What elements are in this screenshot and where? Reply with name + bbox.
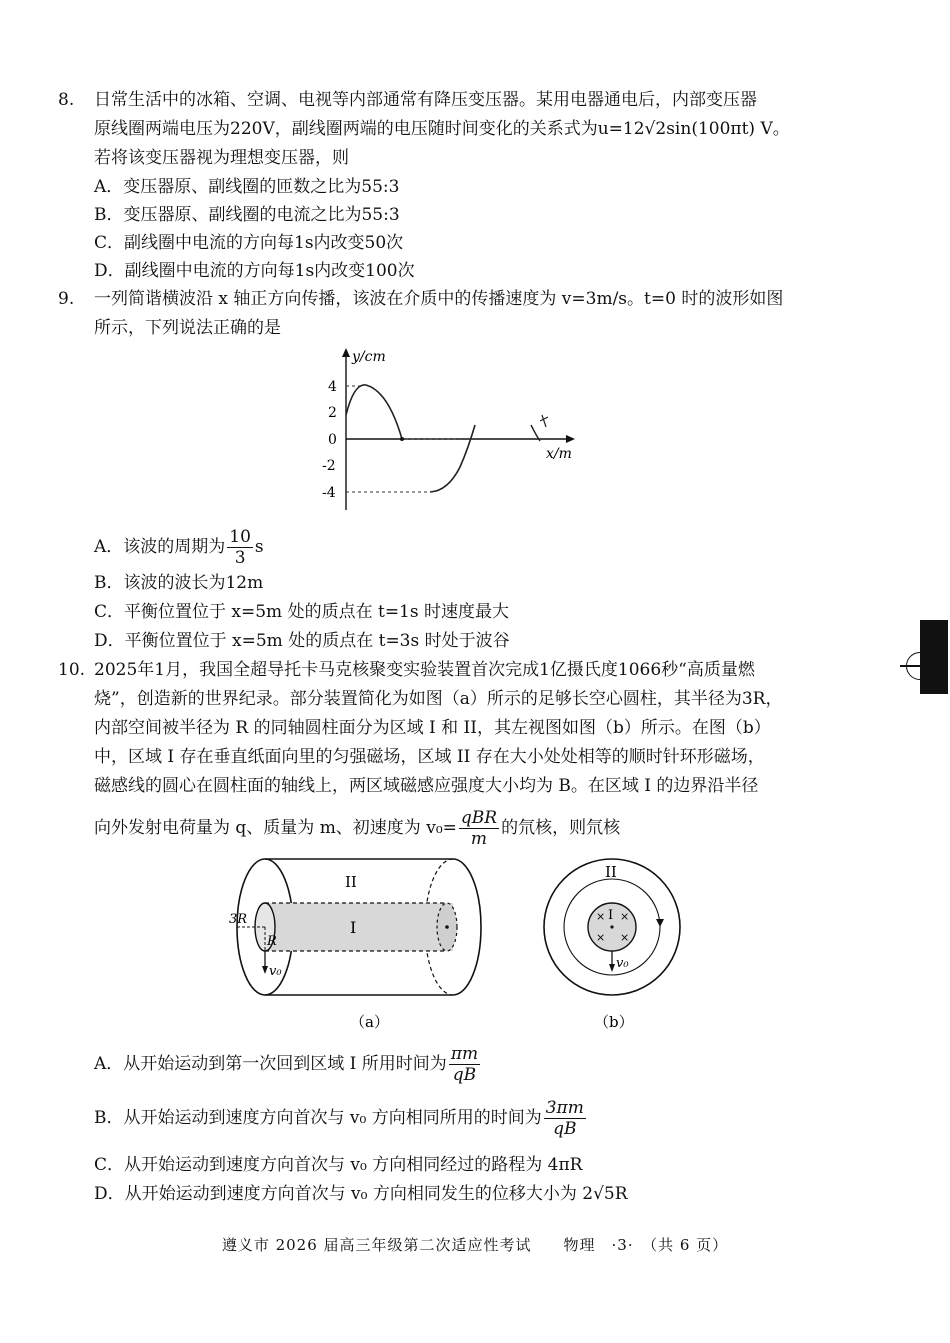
question-10 [58,656,868,801]
region-i-shading [265,903,453,951]
registration-line [900,665,948,667]
question-text-line: 若将该变压器视为理想变压器，则 [94,148,349,168]
option-a: A．变压器原、副线圈的匝数之比为55:3 [94,177,400,197]
region-ii-label: II [345,873,357,891]
option-c: C．平衡位置位于 x=5m 处的质点在 t=1s 时速度最大 [94,602,510,622]
option-d: D．从开始运动到速度方向首次与 v₀ 方向相同发生的位移大小为 2√5R [94,1184,628,1204]
question-number: 9. [58,289,75,309]
y-tick-label: -2 [322,458,336,474]
v0-label: v₀ [616,956,629,971]
question-text-line: 中，区域 I 存在垂直纸面向里的匀强磁场，区域 II 存在大小处处相等的顺时针环形磁场， [94,747,765,767]
region-i-label: I [608,908,614,923]
v0-label: v₀ [269,964,282,979]
option-c: C．副线圈中电流的方向每1s内改变50次 [94,233,404,253]
question-text-line: 原线圈两端电压为220V，副线圈两端的电压随时间变化的关系式为u=12√2sin(100πt) V。 [94,119,790,139]
region-ii-label: II [605,863,617,881]
question-text-line: 日常生活中的冰箱、空调、电视等内部通常有降压变压器。某用电器通电后，内部变压器 [94,90,757,110]
option-d: D．副线圈中电流的方向每1s内改变100次 [94,261,415,281]
option-b: B．该波的波长为12m [94,573,264,593]
wave-curve [346,385,402,439]
page-footer: 遵义市 2026 届高三年级第二次适应性考试 物理 ·3· （共 6 页） [221,1236,729,1254]
y-axis-label: y/cm [352,349,386,365]
y-tick-label: -4 [322,485,336,501]
y-tick-label: 2 [328,405,337,421]
mark [540,415,548,427]
svg-text:×: × [596,931,606,944]
option-a: A．从开始运动到第一次回到区域 I 所用时间为 $\frac{\pi m}{qB}$ [94,1044,479,1085]
figure-b-caption: （b） [594,1013,634,1031]
question-text-line: 磁感线的圆心在圆柱面的轴线上，两区域磁感应强度大小均为 B。在区域 I 的边界沿半径 [94,776,759,796]
option-d: D．平衡位置位于 x=5m 处的质点在 t=3s 时处于波谷 [94,631,510,651]
figure-a-caption: （a） [350,1013,389,1031]
option-c: C．从开始运动到速度方向首次与 v₀ 方向相同经过的路程为 4πR [94,1155,583,1175]
period-fraction: $\frac{10}{3}$ [229,527,251,568]
option-a: A．该波的周期为 $\frac{10}{3}$ s [94,527,264,568]
svg-text:×: × [620,910,630,923]
figure-a-cylinder [225,855,500,1035]
y-tick-label: 0 [328,432,337,448]
y-tick-label: 4 [328,379,337,395]
question-text-line: 一列简谐横波沿 x 轴正方向传播，该波在介质中的传播速度为 v=3m/s。t=0 时的波形如图 [94,289,784,309]
question-8 [58,86,868,173]
clockwise-arrow [656,919,664,927]
question-text-line: 所示，下列说法正确的是 [94,318,281,338]
wave-graph [300,345,600,520]
question-9 [58,285,868,343]
velocity-fraction: $\frac{\text{qBR}}{m}$ [460,808,498,849]
svg-text:×: × [620,931,630,944]
voltage-formula: u=12√2sin(100πt) V。 [597,119,790,139]
question-text-line: 烧”，创造新的世界纪录。部分装置简化为如图（a）所示的足够长空心圆柱，其半径为3R， [94,689,783,709]
time-fraction: $\frac{3\pi m}{qB}$ [545,1098,584,1139]
wave-curve [430,425,475,492]
option-b: B．变压器原、副线圈的电流之比为55:3 [94,205,400,225]
node-point [400,437,404,441]
region-i-label: I [350,918,357,937]
question-text-line: 向外发射电荷量为 q、质量为 m、初速度为 v₀= $\frac{\text{qBR}}{m}$ 的氘核，则氘核 [94,808,621,849]
svg-text:×: × [596,910,606,923]
option-b: B．从开始运动到速度方向首次与 v₀ 方向相同所用的时间为 $\frac{3\pi m}{qB}$ [94,1098,584,1139]
question-number: 10. [58,660,86,680]
question-text-line: 内部空间被半径为 R 的同轴圆柱面分为区域 I 和 II，其左视图如图（b）所示。在图（b） [94,718,771,738]
time-fraction: $\frac{\pi m}{qB}$ [450,1044,479,1085]
figure-b-cross-section [530,855,700,1035]
question-number: 8. [58,90,75,110]
x-axis-label: x/m [546,446,572,462]
radius-3r-label: 3R [229,912,248,927]
question-text-line: 2025年1月，我国全超导托卡马克核聚变实验装置首次完成1亿摄氏度1066秒“高质量燃 [94,660,755,680]
radius-r-label: R [267,934,277,949]
